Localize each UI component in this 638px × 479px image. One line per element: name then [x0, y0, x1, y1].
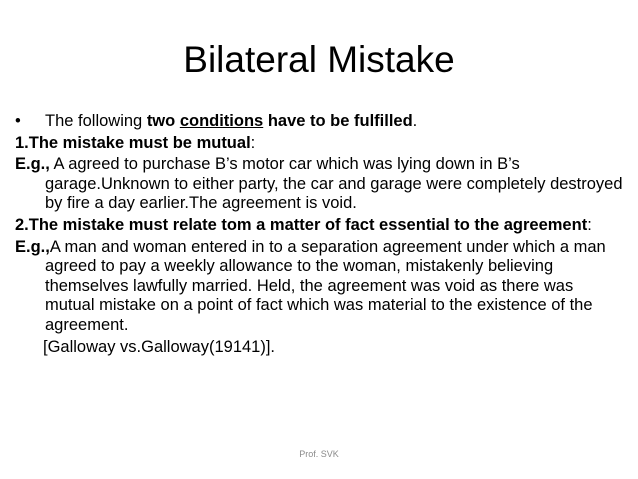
intro-text-post: . [412, 112, 418, 130]
intro-text-bold1: two [146, 112, 180, 130]
example-1-text: A agreed to purchase B’s motor car which was lying down in B’s garage.Unknown to either party, the car and garage were completely destroyed by fire a day earlier.The agreement is void. [45, 155, 623, 213]
condition-1-heading: 1.The mistake must be mutual [15, 133, 251, 152]
intro-text-pre: The following [45, 112, 147, 130]
condition-1 [15, 134, 625, 154]
example-2 [15, 238, 625, 336]
bullet-icon: • [15, 112, 21, 130]
example-2-text: A man and woman entered in to a separation agreement under which a man agreed to pay a weekly allowance to the woman, mistakenly believing themselves lawfully married. Held, the agreement was void as there was mutual mistake on a point of fact which was material to the existence of the agreement. [45, 237, 606, 334]
slide-title: Bilateral Mistake [183, 39, 455, 80]
intro-text-bold2: have to be fulfilled [263, 112, 413, 130]
example-1-label: E.g., [15, 155, 50, 174]
condition-1-colon: : [250, 133, 256, 152]
example-2-label: E.g., [15, 237, 50, 256]
intro-text-underlined: conditions [179, 112, 264, 130]
condition-2-heading: 2.The mistake must relate tom a matter of fact essential to the agreement [15, 215, 588, 234]
condition-2 [15, 216, 625, 236]
slide-body [15, 112, 625, 359]
intro-bullet [15, 112, 625, 132]
condition-2-colon: : [587, 215, 592, 234]
case-citation: [Galloway vs.Galloway(19141)]. [43, 337, 276, 356]
slide-footer: Prof. SVK [299, 449, 339, 459]
example-1 [15, 155, 625, 214]
